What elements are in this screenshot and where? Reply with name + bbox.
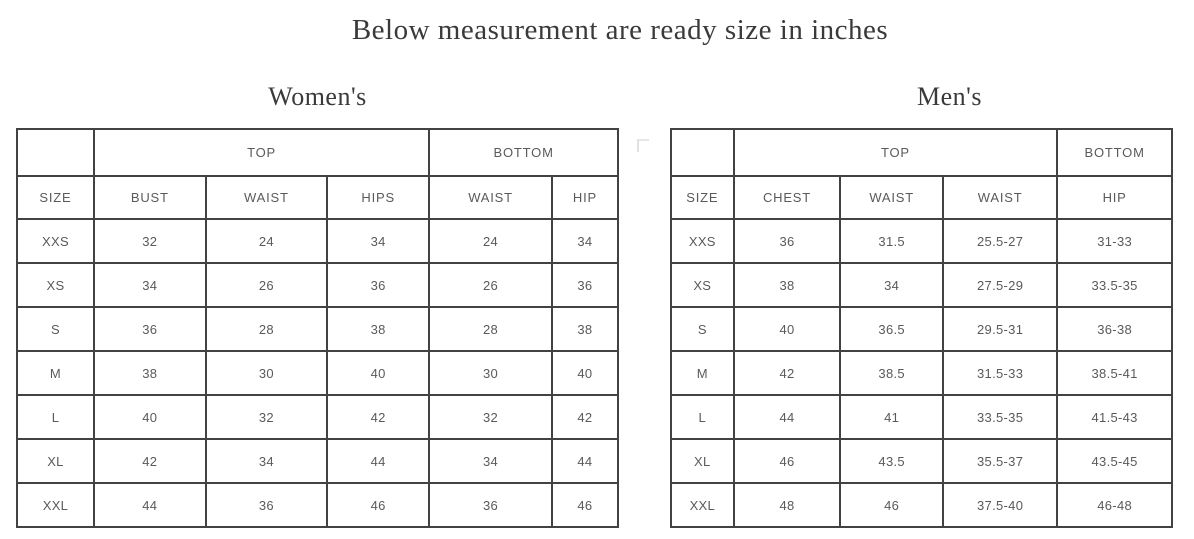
chest-column-header: CHEST <box>734 176 841 219</box>
table-row <box>671 395 1172 439</box>
size-label-cell: M <box>671 351 734 395</box>
measurement-cell: 43.5-45 <box>1057 439 1172 483</box>
top-group-header: TOP <box>734 129 1058 176</box>
table-row <box>17 483 618 527</box>
table-row <box>671 263 1172 307</box>
measurement-cell: 44 <box>94 483 206 527</box>
measurement-cell: 36.5 <box>840 307 943 351</box>
measurement-cell: 46 <box>734 439 841 483</box>
bottom-group-header: BOTTOM <box>429 129 618 176</box>
measurement-cell: 29.5-31 <box>943 307 1057 351</box>
measurement-cell: 32 <box>429 395 552 439</box>
size-label-cell: XXS <box>671 219 734 263</box>
measurement-cell: 27.5-29 <box>943 263 1057 307</box>
measurement-cell: 34 <box>94 263 206 307</box>
table-row <box>671 439 1172 483</box>
size-label-cell: M <box>17 351 94 395</box>
measurement-cell: 42 <box>734 351 841 395</box>
measurement-cell: 41 <box>840 395 943 439</box>
measurement-cell: 36 <box>552 263 618 307</box>
measurement-cell: 31-33 <box>1057 219 1172 263</box>
measurement-cell: 38 <box>94 351 206 395</box>
measurement-cell: 34 <box>206 439 327 483</box>
measurement-cell: 36 <box>94 307 206 351</box>
mens-column-header-row <box>671 176 1172 219</box>
measurement-cell: 36-38 <box>1057 307 1172 351</box>
measurement-cell: 40 <box>94 395 206 439</box>
measurement-cell: 43.5 <box>840 439 943 483</box>
size-column-header: SIZE <box>671 176 734 219</box>
womens-heading: Women's <box>268 82 367 111</box>
table-row <box>671 307 1172 351</box>
measurement-cell: 32 <box>94 219 206 263</box>
empty-header-cell <box>17 129 94 176</box>
measurement-cell: 38 <box>327 307 429 351</box>
size-column-header: SIZE <box>17 176 94 219</box>
measurement-cell: 33.5-35 <box>1057 263 1172 307</box>
measurement-cell: 35.5-37 <box>943 439 1057 483</box>
measurement-cell: 38 <box>552 307 618 351</box>
measurement-cell: 38 <box>734 263 841 307</box>
size-label-cell: XXL <box>671 483 734 527</box>
measurement-cell: 34 <box>552 219 618 263</box>
womens-size-table <box>16 128 619 528</box>
measurement-cell: 46 <box>327 483 429 527</box>
table-row <box>17 219 618 263</box>
measurement-cell: 36 <box>734 219 841 263</box>
mens-table-body <box>671 219 1172 527</box>
mens-size-table <box>670 128 1173 528</box>
measurement-cell: 28 <box>206 307 327 351</box>
measurement-cell: 36 <box>327 263 429 307</box>
measurement-cell: 48 <box>734 483 841 527</box>
size-label-cell: XL <box>17 439 94 483</box>
measurement-cell: 42 <box>327 395 429 439</box>
measurement-cell: 44 <box>327 439 429 483</box>
measurement-cell: 42 <box>94 439 206 483</box>
measurement-cell: 44 <box>734 395 841 439</box>
empty-header-cell <box>671 129 734 176</box>
stray-corner-artifact <box>637 139 649 152</box>
measurement-cell: 40 <box>327 351 429 395</box>
measurement-cell: 24 <box>206 219 327 263</box>
table-row <box>17 439 618 483</box>
measurement-cell: 38.5 <box>840 351 943 395</box>
measurement-cell: 31.5 <box>840 219 943 263</box>
womens-group-header-row <box>17 129 618 176</box>
womens-column-header-row <box>17 176 618 219</box>
measurement-cell: 28 <box>429 307 552 351</box>
size-label-cell: L <box>671 395 734 439</box>
measurement-cell: 34 <box>327 219 429 263</box>
bottom-group-header: BOTTOM <box>1057 129 1172 176</box>
size-label-cell: XS <box>671 263 734 307</box>
size-label-cell: XL <box>671 439 734 483</box>
hip-column-header: HIP <box>552 176 618 219</box>
measurement-cell: 41.5-43 <box>1057 395 1172 439</box>
waist-top-column-header: WAIST <box>206 176 327 219</box>
measurement-cell: 31.5-33 <box>943 351 1057 395</box>
mens-group-header-row <box>671 129 1172 176</box>
measurement-cell: 36 <box>206 483 327 527</box>
size-label-cell: XXL <box>17 483 94 527</box>
size-label-cell: S <box>671 307 734 351</box>
measurement-cell: 42 <box>552 395 618 439</box>
size-label-cell: S <box>17 307 94 351</box>
womens-section <box>16 80 619 528</box>
table-row <box>17 263 618 307</box>
measurement-cell: 40 <box>734 307 841 351</box>
table-row <box>671 219 1172 263</box>
hip-column-header: HIP <box>1057 176 1172 219</box>
measurement-cell: 37.5-40 <box>943 483 1057 527</box>
measurement-cell: 34 <box>429 439 552 483</box>
mens-section <box>670 80 1173 528</box>
measurement-cell: 24 <box>429 219 552 263</box>
size-label-cell: XS <box>17 263 94 307</box>
table-row <box>17 351 618 395</box>
waist-top-column-header: WAIST <box>840 176 943 219</box>
waist-bottom-column-header: WAIST <box>429 176 552 219</box>
measurement-cell: 38.5-41 <box>1057 351 1172 395</box>
measurement-cell: 30 <box>429 351 552 395</box>
table-row <box>17 395 618 439</box>
bust-column-header: BUST <box>94 176 206 219</box>
measurement-cell: 25.5-27 <box>943 219 1057 263</box>
measurement-cell: 34 <box>840 263 943 307</box>
mens-heading: Men's <box>917 82 982 111</box>
waist-bottom-column-header: WAIST <box>943 176 1057 219</box>
measurement-cell: 40 <box>552 351 618 395</box>
measurement-cell: 46-48 <box>1057 483 1172 527</box>
measurement-cell: 30 <box>206 351 327 395</box>
measurement-cell: 46 <box>552 483 618 527</box>
measurement-cell: 33.5-35 <box>943 395 1057 439</box>
measurement-cell: 44 <box>552 439 618 483</box>
womens-table-body <box>17 219 618 527</box>
top-group-header: TOP <box>94 129 429 176</box>
measurement-cell: 46 <box>840 483 943 527</box>
measurement-cell: 26 <box>206 263 327 307</box>
measurement-cell: 36 <box>429 483 552 527</box>
measurement-cell: 26 <box>429 263 552 307</box>
hips-column-header: HIPS <box>327 176 429 219</box>
measurement-cell: 32 <box>206 395 327 439</box>
table-row <box>671 483 1172 527</box>
size-label-cell: L <box>17 395 94 439</box>
table-row <box>671 351 1172 395</box>
page-title: Below measurement are ready size in inches <box>351 14 889 46</box>
size-label-cell: XXS <box>17 219 94 263</box>
table-row <box>17 307 618 351</box>
